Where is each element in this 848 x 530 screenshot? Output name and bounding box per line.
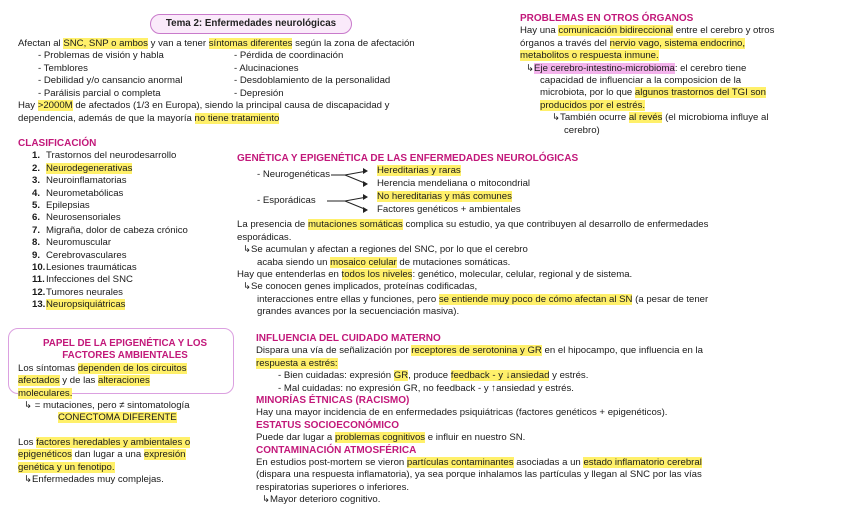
- highlight: Eje cerebro-intestino-microbioma: [534, 62, 675, 74]
- highlight: nervio vago, sistema endocrino,: [609, 37, 746, 49]
- intro-highlight: SNC, SNP o ambos: [63, 38, 148, 49]
- text: Los: [18, 436, 37, 448]
- classification-item: [32, 225, 238, 237]
- highlight: respuesta a estrés:: [256, 357, 338, 369]
- classification-section: [18, 138, 238, 312]
- other-organs-title: PROBLEMAS EN OTROS ÓRGANOS: [520, 13, 694, 24]
- epigenetics-line: [18, 388, 232, 400]
- intro-stat-line-1: [18, 100, 518, 112]
- symptoms-list: [18, 50, 518, 100]
- text: asociadas a un: [513, 457, 584, 469]
- item-number: 6.: [32, 212, 41, 224]
- epigenetics-line: [18, 375, 232, 387]
- text: microbiota, por lo que: [540, 87, 635, 99]
- intro-highlight: >2000M: [37, 100, 73, 112]
- intro-text: según la zona de afectación: [292, 38, 415, 49]
- highlight: todos los niveles: [341, 269, 413, 281]
- epigenetics-line: [18, 449, 232, 461]
- other-organs-line: [520, 100, 842, 112]
- item-label: Lesiones traumáticas: [46, 262, 137, 274]
- intro-highlight: no tiene tratamiento: [194, 112, 280, 124]
- classification-item: [32, 250, 238, 262]
- item-number: 4.: [32, 187, 41, 199]
- text: entre el cerebro y otros: [673, 25, 775, 37]
- text: acaba siendo un: [257, 256, 331, 268]
- highlight: al revés: [628, 112, 663, 124]
- item-label: Neurosensoriales: [46, 212, 121, 224]
- classification-item: [32, 287, 238, 299]
- item-number: 9.: [32, 249, 41, 261]
- pollution-line: (dispara una respuesta inflamatoria), ya sea porque inhalamos las partículas y llegan al SNC por las vías: [256, 469, 702, 481]
- highlight: epigenéticos: [18, 449, 72, 461]
- text: (el microbioma influye al: [662, 112, 769, 124]
- pollution-title: CONTAMINACIÓN ATMOSFÉRICA: [256, 444, 417, 456]
- symptom-item: - Debilidad y/o cansancio anormal: [38, 75, 183, 87]
- text: En estudios post-mortem se vieron: [256, 457, 407, 469]
- ethnic-title: MINORÍAS ÉTNICAS (RACISMO): [256, 395, 410, 407]
- item-label: Neuromuscular: [46, 237, 112, 249]
- item-label: Trastornos del neurodesarrollo: [46, 150, 177, 162]
- symptom-item: - Desdoblamiento de la personalidad: [234, 75, 391, 87]
- text: dan lugar a una: [71, 449, 144, 461]
- other-organs-line: [520, 87, 842, 99]
- highlight: afectados: [18, 375, 60, 387]
- highlight: moleculares.: [18, 387, 73, 399]
- highlight: se entiende muy poco de cómo afectan al SN: [438, 293, 633, 305]
- other-organs-line: [520, 25, 842, 37]
- intro-text: Afectan al: [18, 38, 64, 49]
- text: ↳También ocurre: [552, 112, 629, 124]
- classification-list: [32, 150, 238, 311]
- highlight: estado inflamatorio cerebral: [583, 457, 702, 469]
- intro-highlight: síntomas diferentes: [208, 38, 293, 49]
- other-organs-line: capacidad de influenciar a la composicion de la: [540, 75, 742, 87]
- intro-section: [18, 38, 518, 125]
- pollution-line: respiratorias superiores o inferiores.: [256, 481, 410, 493]
- highlight: producidos por el estrés.: [540, 99, 646, 111]
- text: - Bien cuidadas: expresión: [278, 370, 394, 382]
- epigenetics-title-1: PAPEL DE LA EPIGENÉTICA Y LOS: [42, 338, 208, 349]
- text: , produce: [408, 370, 451, 382]
- item-label: Tumores neurales: [46, 286, 123, 298]
- intro-text: Hay: [18, 100, 38, 112]
- classification-item: [32, 262, 238, 274]
- highlight: algunos trastornos del TGI son: [634, 87, 766, 99]
- classification-item: [32, 150, 238, 162]
- genetics-line: ↳Se conocen genes implicados, proteínas codificadas,: [243, 281, 478, 293]
- epigenetics-line: ↳ = mutaciones, pero ≠ sintomatología: [24, 400, 190, 412]
- socioeconomic-line: [256, 432, 842, 444]
- text: Hay una: [520, 25, 559, 37]
- genetics-line: [237, 257, 842, 269]
- highlight: Hereditarias y raras: [377, 165, 461, 177]
- classification-item: [32, 188, 238, 200]
- highlight: No hereditarias y más comunes: [377, 191, 512, 203]
- maternal-care-line: - Mal cuidadas: no expresión GR, no feedback - y ↑ansiedad y estrés.: [278, 382, 574, 394]
- item-label: Cerebrovasculares: [46, 249, 127, 261]
- item-number: 3.: [32, 175, 41, 187]
- text: Los síntomas: [18, 362, 78, 374]
- intro-text: y van a tener: [147, 38, 209, 49]
- epigenetics-line: [18, 363, 232, 375]
- other-organs-section: [520, 13, 842, 137]
- item-label: Neurodegenerativas: [46, 162, 133, 174]
- symptom-item: - Depresión: [234, 87, 284, 99]
- highlight: factores heredables y ambientales o: [36, 436, 191, 448]
- classification-item: [32, 274, 238, 286]
- genetics-section: [237, 153, 842, 319]
- item-label: Neuroinflamatorias: [46, 175, 127, 187]
- symptom-item: - Temblores: [38, 62, 88, 74]
- item-number: 7.: [32, 224, 41, 236]
- environment-sections: [256, 333, 842, 507]
- pollution-line: [256, 457, 842, 469]
- text: e influir en nuestro SN.: [425, 432, 526, 444]
- highlight: GR: [393, 370, 409, 382]
- sporadic-branch-a: [377, 191, 512, 203]
- text: interacciones entre ellas y funciones, pero: [257, 293, 439, 305]
- highlight: CONECTOMA DIFERENTE: [58, 412, 177, 424]
- text: Hay que entenderlas en: [237, 269, 342, 281]
- text: complica su estudio, ya que contribuyen al desarrollo de enfermedades: [402, 219, 709, 231]
- genetics-line: grandes avances por la secuenciación masiva).: [257, 306, 460, 318]
- symptom-item: - Pérdida de coordinación: [234, 50, 344, 62]
- highlight: comunicación bidireccional: [558, 25, 674, 37]
- other-organs-line: [520, 63, 842, 75]
- highlight: problemas cognitivos: [334, 432, 426, 444]
- intro-stat-line-2: [18, 113, 518, 125]
- item-number: 8.: [32, 237, 41, 249]
- epigenetics-line: [18, 462, 232, 474]
- text: (a pesar de tener: [632, 293, 709, 305]
- genetics-line: [237, 219, 842, 231]
- item-number: 5.: [32, 200, 41, 212]
- classification-title: CLASIFICACIÓN: [18, 138, 97, 149]
- genetics-title: GENÉTICA Y EPIGENÉTICA DE LAS ENFERMEDADES NEUROLÓGICAS: [237, 153, 579, 164]
- highlight: expresión: [143, 449, 186, 461]
- arrow-icon: ↳: [526, 62, 535, 74]
- item-number: 2.: [32, 162, 41, 174]
- highlight: dependen de los circuitos: [77, 362, 187, 374]
- neurogenetic-branch-b: Herencia mendeliana o mitocondrial: [377, 178, 531, 190]
- epigenetics-line: [18, 412, 232, 424]
- intro-line-1: [18, 38, 518, 50]
- classification-item: [32, 175, 238, 187]
- symptom-item: - Problemas de visión y habla: [38, 50, 164, 62]
- item-label: Epilepsias: [46, 200, 90, 212]
- maternal-care-line: [256, 345, 842, 357]
- classification-item: [32, 299, 238, 311]
- item-number: 12.: [32, 286, 46, 298]
- highlight: mosaico celular: [330, 256, 397, 268]
- branch-arrows-icon: [327, 165, 379, 219]
- item-number: 13.: [32, 299, 46, 311]
- other-organs-line: [520, 38, 842, 50]
- item-number: 10.: [32, 262, 46, 274]
- maternal-care-line: [256, 358, 842, 370]
- item-label: Neurometabólicas: [46, 187, 124, 199]
- symptom-item: - Parálisis parcial o completa: [38, 87, 161, 99]
- highlight: mutaciones somáticas: [307, 219, 403, 231]
- text: : el cerebro tiene: [674, 62, 747, 74]
- other-organs-line: [520, 112, 842, 124]
- text: Puede dar lugar a: [256, 432, 335, 444]
- genetics-line: [237, 269, 842, 281]
- other-organs-line: [520, 50, 842, 62]
- classification-item: [32, 212, 238, 224]
- sporadic-label: - Esporádicas: [257, 195, 316, 207]
- epigenetics-title-2: FACTORES AMBIENTALES: [62, 350, 188, 362]
- text: y estrés.: [549, 370, 589, 382]
- text: Dispara una vía de señalización por: [256, 345, 412, 357]
- item-label: Neuropsiquiátricas: [46, 299, 126, 311]
- genetics-line: esporádicas.: [237, 231, 292, 243]
- epigenetics-section: [18, 338, 232, 486]
- text: en el hipocampo, que influencia en la: [541, 345, 703, 357]
- highlight: alteraciones: [98, 375, 150, 387]
- item-label: Infecciones del SNC: [46, 274, 133, 286]
- ethnic-line: Hay una mayor incidencia de en enfermedades psiquiátricas (factores genéticos + epigenéticos).: [256, 407, 668, 419]
- epigenetics-line: ↳Enfermedades muy complejas.: [24, 474, 164, 486]
- text: de mutaciones somáticas.: [396, 256, 511, 268]
- highlight: partículas contaminantes: [406, 457, 514, 469]
- maternal-care-line: [256, 370, 842, 382]
- neurogenetic-label: - Neurogenéticas: [257, 169, 331, 181]
- socioeconomic-title: ESTATUS SOCIOECONÓMICO: [256, 419, 399, 431]
- highlight: genética y un fenotipo.: [18, 461, 115, 473]
- other-organs-line: cerebro): [564, 124, 600, 136]
- item-number: 11.: [32, 274, 45, 286]
- text: órganos a través del: [520, 37, 610, 49]
- maternal-care-title: INFLUENCIA DEL CUIDADO MATERNO: [256, 333, 441, 344]
- epigenetics-line: [18, 437, 232, 449]
- page-title: Tema 2: Enfermedades neurológicas: [150, 14, 352, 34]
- genetics-line: [237, 294, 842, 306]
- genetics-diagram: [237, 165, 842, 219]
- neurogenetic-branch-a: [377, 165, 461, 177]
- intro-text: dependencia, además de que la mayoría: [18, 112, 195, 124]
- sporadic-branch-b: Factores genéticos + ambientales: [377, 204, 521, 216]
- spacer: [18, 425, 232, 437]
- pollution-line: ↳Mayor deterioro cognitivo.: [262, 494, 381, 506]
- intro-text: de afectados (1/3 en Europa), siendo la principal causa de discapacidad y: [72, 100, 390, 112]
- symptom-item: - Alucinaciones: [234, 62, 299, 74]
- classification-item: [32, 200, 238, 212]
- text: y de las: [59, 375, 99, 387]
- classification-item: [32, 163, 238, 175]
- text: : genético, molecular, celular, regional y de sistema.: [412, 269, 633, 281]
- genetics-line: ↳Se acumulan y afectan a regiones del SNC, por lo que el cerebro: [243, 244, 528, 256]
- highlight: feedback - y ↓ansiedad: [450, 370, 550, 382]
- classification-item: [32, 237, 238, 249]
- item-label: Migraña, dolor de cabeza crónico: [46, 224, 188, 236]
- text: La presencia de: [237, 219, 308, 231]
- item-number: 1.: [32, 150, 41, 162]
- highlight: metabolitos o respuesta inmune.: [520, 50, 659, 62]
- highlight: receptores de serotonina y GR: [411, 345, 542, 357]
